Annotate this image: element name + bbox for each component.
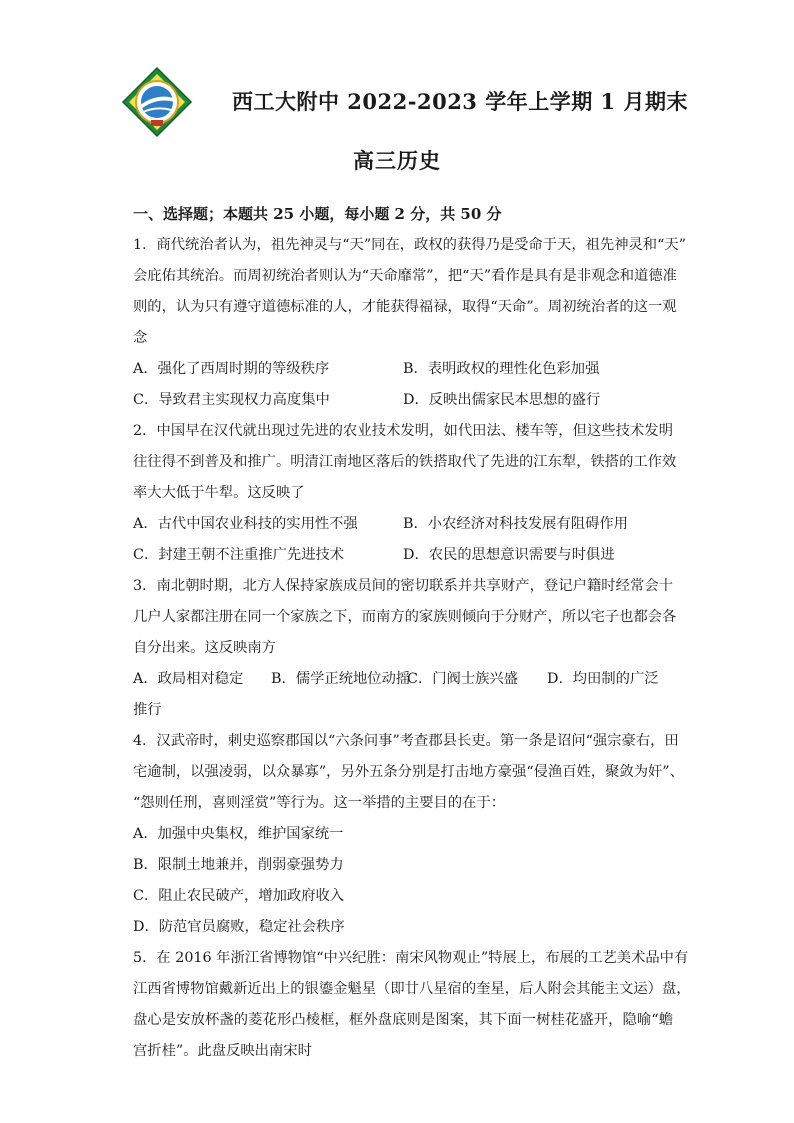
option-c[interactable]: C．封建王朝不注重推广先进技术 [133, 547, 345, 563]
question-stem-line: 1．商代统治者认为，祖先神灵与“天”同在，政权的获得乃是受命于天，祖先神灵和“天” [133, 237, 687, 253]
option-b[interactable]: B．小农经济对科技发展有阻碍作用 [403, 516, 628, 532]
question-stem-line: 率大大低于牛犁。这反映了 [133, 485, 305, 501]
question-4 [133, 726, 684, 943]
question-stem-line: 5．在 2016 年浙江省博物馆“中兴纪胜：南宋风物观止”特展上，布展的工艺美术品中有 [133, 950, 689, 966]
option-b[interactable]: B．表明政权的理性化色彩加强 [403, 361, 600, 377]
question-stem-line: 4．汉武帝时，刺史巡察郡国以“六条问事”考查郡县长吏。第一条是诏问“强宗豪右，田 [133, 733, 679, 749]
document-subtitle: 高三历史 [353, 148, 441, 173]
question-stem-line: 江西省博物馆戴新近出上的银鎏金魁星（即廿八星宿的奎星，后人附会其能主文运）盘， [133, 981, 691, 997]
question-3 [133, 571, 677, 726]
option-b[interactable]: B．儒学正统地位动摇 [271, 671, 411, 687]
question-stem-line: 宅逾制，以强凌弱，以众暴寡”，另外五条分别是打击地方豪强“侵渔百姓，聚敛为奸”、 [133, 764, 684, 780]
question-5 [133, 943, 691, 1067]
option-d[interactable]: D．反映出儒家民本思想的盛行 [403, 392, 601, 408]
question-stem-line: 则的，认为只有遵守道德标准的人，才能获得福禄，取得“天命”。周初统治者的这一观 [133, 299, 677, 315]
question-stem-line: 盘心是安放杯盏的菱花形凸棱框，框外盘底则是图案，其下面一树桂花盛开，隐喻“蟾 [133, 1012, 673, 1028]
question-stem-line: 2．中国早在汉代就出现过先进的农业技术发明，如代田法、楼车等，但这些技术发明 [133, 423, 673, 439]
question-list [133, 230, 691, 1067]
option-c[interactable]: C．门阀士族兴盛 [407, 671, 519, 687]
option-d-wrap: 推行 [133, 702, 162, 718]
option-a[interactable]: A．古代中国农业科技的实用性不强 [133, 516, 358, 532]
question-stem-line: 宫折桂”。此盘反映出南宋时 [133, 1043, 312, 1059]
section-heading: 一、选择题；本题共 25 小题，每小题 2 分，共 50 分 [133, 205, 502, 223]
option-a[interactable]: A．政局相对稳定 [133, 671, 244, 687]
options-row [133, 509, 673, 540]
options-row [133, 385, 673, 416]
options-row [133, 540, 673, 571]
option-d[interactable]: D．均田制的广泛 [547, 671, 659, 687]
options-row [133, 354, 673, 385]
question-stem-line: “怨则任刑，喜则淫赏”等行为。这一举措的主要目的在于： [133, 795, 506, 811]
question-stem-line: 念 [133, 330, 148, 346]
document-title: 西工大附中 2022-2023 学年上学期 1 月期末 [232, 89, 688, 114]
question-stem-line: 几户人家都注册在同一个家族之下，而南方的家族则倾向于分财产，所以宅子也都会各 [133, 609, 677, 625]
option-d[interactable]: D．防范官员腐败，稳定社会秩序 [133, 919, 345, 935]
question-stem-line: 往往得不到普及和推广。明清江南地区落后的铁搭取代了先进的江东犁，铁搭的工作效 [133, 454, 677, 470]
question-1 [133, 230, 687, 416]
option-d[interactable]: D．农民的思想意识需要与时俱进 [403, 547, 615, 563]
question-2 [133, 416, 677, 571]
school-logo-icon [121, 66, 193, 138]
option-a[interactable]: A．强化了西周时期的等级秩序 [133, 361, 330, 377]
option-a[interactable]: A．加强中央集权，维护国家统一 [133, 826, 344, 842]
options-row [133, 664, 673, 695]
option-c[interactable]: C．导致君主实现权力高度集中 [133, 392, 330, 408]
option-c[interactable]: C．阻止农民破产，增加政府收入 [133, 888, 345, 904]
question-stem-line: 自分出来。这反映南方 [133, 640, 276, 656]
question-stem-line: 3．南北朝时期，北方人保持家族成员间的密切联系并共享财产，登记户籍时经常会十 [133, 578, 673, 594]
option-b[interactable]: B．限制土地兼并，削弱豪强势力 [133, 857, 344, 873]
question-stem-line: 会庇佑其统治。而周初统治者则认为“天命靡常”，把“天”看作是具有是非观念和道德准 [133, 268, 677, 284]
